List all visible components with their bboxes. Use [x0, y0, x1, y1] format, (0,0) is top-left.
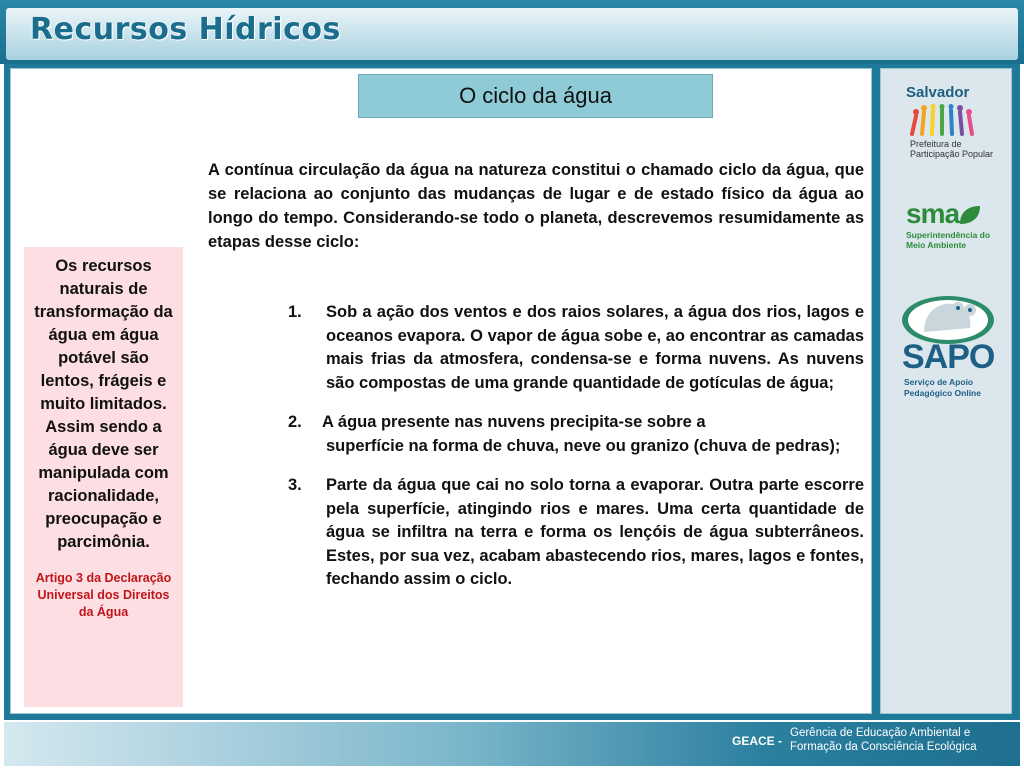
- list-item: [288, 411, 864, 458]
- step-number: 3.: [288, 476, 302, 494]
- frog-icon: [898, 288, 998, 344]
- slide-title: O ciclo da água: [358, 74, 713, 118]
- water-cycle-steps: [288, 301, 864, 608]
- header-bar: [0, 0, 1024, 64]
- list-item: [288, 474, 864, 592]
- list-item: [288, 301, 864, 395]
- sma-logo-subtitle: Superintendência do Meio Ambiente: [906, 230, 991, 250]
- salvador-logo-subtitle: Prefeitura de Participação Popular: [910, 139, 994, 159]
- salvador-logo-name: Salvador: [906, 84, 970, 101]
- sma-logo-name: sma: [906, 198, 960, 229]
- sidebar-note: [24, 247, 183, 707]
- sapo-logo-name: SAPO: [902, 338, 995, 376]
- people-group-icon: [906, 104, 982, 138]
- footer-text: Gerência de Educação Ambiental e Formação da Consciência Ecológica: [790, 727, 977, 753]
- step-text: superfície na forma de chuva, neve ou granizo (chuva de pedras);: [326, 436, 841, 455]
- intro-paragraph: A contínua circulação da água na natureza constitui o chamado ciclo da água, que se relaciona ao conjunto das mudanças de lugar e de estado físico da água ao longo do tempo. Considerando-se todo o planeta, descrevemos resumidamente as etapas desse ciclo:: [208, 161, 864, 251]
- sidebar-text: Os recursos naturais de transformação da água em água potável são lentos, frágeis e muito limitados. Assim sendo a água deve ser manipulada com racionalidade, preocupação e parcimônia.: [34, 257, 173, 551]
- step-number: 1.: [288, 303, 302, 321]
- sapo-logo-subtitle: Serviço de Apoio Pedagógico Online: [904, 377, 981, 398]
- step-number: 2.: [288, 413, 302, 431]
- sidebar-citation: Artigo 3 da Declaração Universal dos Direitos da Água: [35, 571, 172, 619]
- footer-bar: [0, 720, 1024, 768]
- step-text: Parte da água que cai no solo torna a evaporar. Outra parte escorre pela superfície, atingindo rios e mares. Uma certa quantidade de água se infiltra na terra e forma os lençóis de água subterrâneos. Estes, por sua vez, acabam abastecendo rios, mares, lagos e fontes, fechando assim o ciclo.: [326, 476, 864, 588]
- step-text-first-line: A água presente nas nuvens precipita-se sobre a: [322, 413, 706, 431]
- step-text: Sob a ação dos ventos e dos raios solares, a água dos rios, lagos e oceanos evapora. O vapor de água sobe e, ao encontrar as camadas mais frias da atmosfera, condensa-se e forma nuvens. As nuvens são compostas de uma grande quantidade de gotículas de água;: [326, 303, 864, 392]
- leaf-icon: [958, 204, 982, 226]
- footer-acronym: GEACE -: [732, 734, 783, 748]
- page-title: Recursos Hídricos: [30, 12, 341, 47]
